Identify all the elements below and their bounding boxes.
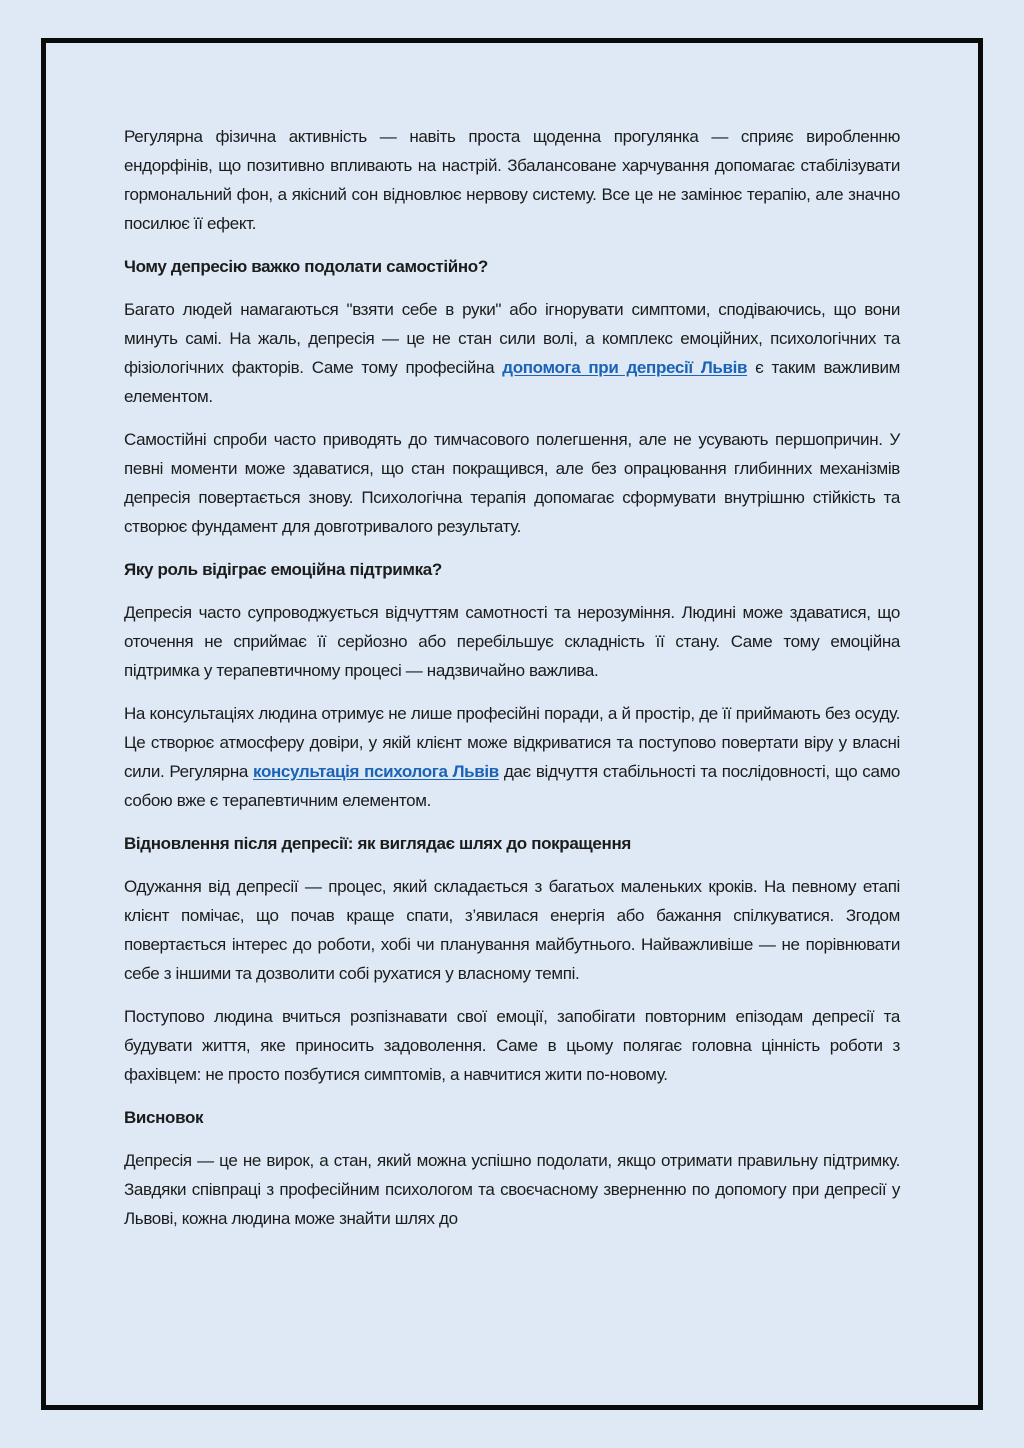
paragraph-loneliness: Депресія часто супроводжується відчуттям самотності та нерозуміння. Людині може здаватися, що оточення не сприймає її серйозно або перебільшує складність її стану. Саме тому емоційна підтримка у терапевтичному процесі — надзвичайно важлива.: [124, 603, 900, 680]
heading-emotional-support: Яку роль відіграє емоційна підтримка?: [124, 560, 442, 579]
link-psychologist-consultation-lviv[interactable]: консультація психолога Львів: [253, 762, 499, 781]
paragraph-recognize-emotions: Поступово людина вчиться розпізнавати свої емоції, запобігати повторним епізодам депресії та будувати життя, яке приносить задоволення. Саме в цьому полягає головна цінність роботи з фахівцем: не просто позбутися симптомів, а навчитися жити по-новому.: [124, 1007, 900, 1084]
paragraph-self-help: [124, 295, 900, 411]
heading-conclusion: Висновок: [124, 1108, 204, 1127]
paragraph-recovery-steps: Одужання від депресії — процес, який складається з багатьох маленьких кроків. На певному етапі клієнт помічає, що почав краще спати, з’явилася енергія або бажання спілкуватися. Згодом повертається інтерес до роботи, хобі чи планування майбутнього. Найважливіше — не порівнювати себе з іншими та дозволити собі рухатися у власному темпі.: [124, 877, 900, 983]
paragraph-text: є таким важливим елементом.: [124, 358, 900, 406]
paragraph-self-attempts: Самостійні спроби часто приводять до тимчасового полегшення, але не усувають першопричин. У певні моменти може здаватися, що стан покращився, але без опрацювання глибинних механізмів депресія повертається знову. Психологічна терапія допомагає сформувати внутрішню стійкість та створює фундамент для довготривалого результату.: [124, 430, 900, 536]
document-body: [124, 122, 900, 1247]
paragraph-text: дає відчуття стабільності та послідовності, що само собою вже є терапевтичним елементом.: [124, 762, 901, 810]
heading-why-hard: Чому депресію важко подолати самостійно?: [124, 257, 488, 276]
link-depression-help-lviv[interactable]: допомога при депресії Львів: [502, 358, 748, 377]
heading-recovery: Відновлення після депресії: як виглядає шлях до покращення: [124, 834, 631, 853]
paragraph-consultations: [124, 699, 900, 815]
paragraph-conclusion: Депресія — це не вирок, а стан, який можна успішно подолати, якщо отримати правильну підтримку. Завдяки співпраці з професійним психологом та своєчасному зверненню по допомогу при депресії у Львові, кожна людина може знайти шлях до: [124, 1151, 900, 1228]
paragraph-text: На консультаціях людина отримує не лише професійні поради, а й простір, де її приймають без осуду. Це створює атмосферу довіри, у якій клієнт може відкриватися та поступово повертати віру у власні сили. Регулярна: [124, 704, 900, 781]
paragraph-activity: Регулярна фізична активність — навіть проста щоденна прогулянка — сприяє виробленню ендорфінів, що позитивно впливають на настрій. Збалансоване харчування допомагає стабілізувати гормональний фон, а якісний сон відновлює нервову систему. Все це не замінює терапію, але значно посилює її ефект.: [124, 127, 900, 233]
paragraph-text: Багато людей намагаються "взяти себе в руки" або ігнорувати симптоми, сподіваючись, що вони минуть самі. На жаль, депресія — це не стан сили волі, а комплекс емоційних, психологічних та фізіологічних факторів. Саме тому професійна: [124, 300, 900, 377]
